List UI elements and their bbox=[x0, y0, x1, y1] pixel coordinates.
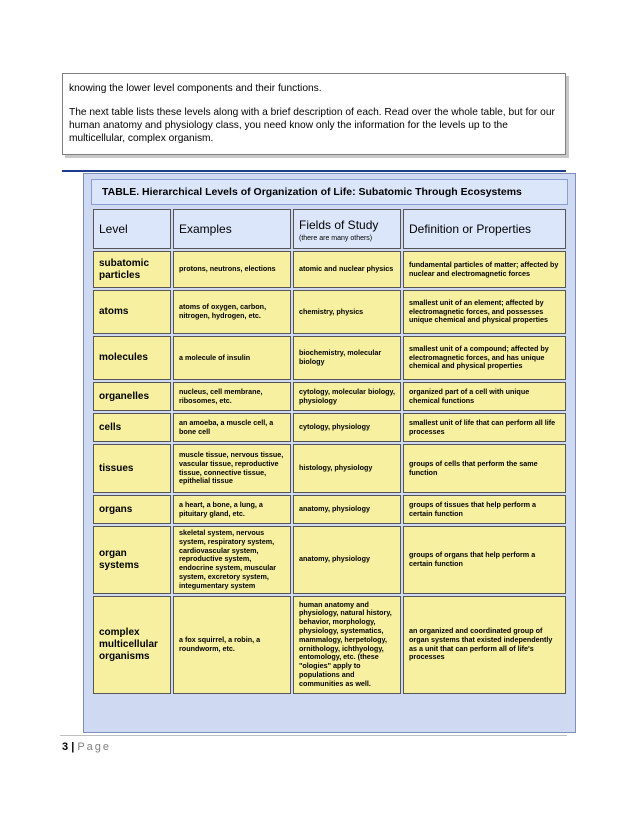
cell-definition: smallest unit of an element; affected by electromagnetic forces, and possesses unique chemical and physical properties bbox=[403, 290, 566, 334]
table-row bbox=[93, 444, 566, 493]
section-divider bbox=[62, 170, 566, 172]
levels-table-frame bbox=[83, 173, 576, 733]
cell-examples: nucleus, cell membrane, ribosomes, etc. bbox=[173, 382, 291, 411]
cell-level: tissues bbox=[93, 444, 171, 493]
cell-definition: smallest unit of life that can perform all life processes bbox=[403, 413, 566, 442]
cell-definition: groups of organs that help perform a certain function bbox=[403, 526, 566, 594]
cell-definition: groups of cells that perform the same function bbox=[403, 444, 566, 493]
cell-fields: anatomy, physiology bbox=[293, 526, 401, 594]
table-row bbox=[93, 336, 566, 380]
cell-level: organ systems bbox=[93, 526, 171, 594]
page-label: Page bbox=[77, 741, 112, 753]
cell-level: organs bbox=[93, 495, 171, 524]
table-row bbox=[93, 495, 566, 524]
page-footer bbox=[62, 741, 111, 753]
cell-examples: a heart, a bone, a lung, a pituitary gland, etc. bbox=[173, 495, 291, 524]
table-header-row bbox=[93, 209, 566, 249]
intro-text-box bbox=[62, 73, 566, 155]
footer-rule bbox=[60, 735, 567, 736]
cell-level: molecules bbox=[93, 336, 171, 380]
cell-fields: cytology, molecular biology, physiology bbox=[293, 382, 401, 411]
cell-definition: an organized and coordinated group of organ systems that existed independently as a unit that can perform all of life's processes bbox=[403, 596, 566, 694]
cell-level: subatomic particles bbox=[93, 251, 171, 288]
cell-fields: atomic and nuclear physics bbox=[293, 251, 401, 288]
table-caption: TABLE. Hierarchical Levels of Organization of Life: Subatomic Through Ecosystems bbox=[91, 179, 568, 205]
cell-level: organelles bbox=[93, 382, 171, 411]
page-separator: | bbox=[71, 741, 75, 753]
cell-fields: chemistry, physics bbox=[293, 290, 401, 334]
cell-fields: anatomy, physiology bbox=[293, 495, 401, 524]
cell-examples: atoms of oxygen, carbon, nitrogen, hydrogen, etc. bbox=[173, 290, 291, 334]
header-examples: Examples bbox=[173, 209, 291, 249]
cell-examples: an amoeba, a muscle cell, a bone cell bbox=[173, 413, 291, 442]
cell-definition: groups of tissues that help perform a certain function bbox=[403, 495, 566, 524]
cell-level: cells bbox=[93, 413, 171, 442]
cell-examples: a molecule of insulin bbox=[173, 336, 291, 380]
header-definition: Definition or Properties bbox=[403, 209, 566, 249]
cell-fields: cytology, physiology bbox=[293, 413, 401, 442]
table-row bbox=[93, 382, 566, 411]
header-level: Level bbox=[93, 209, 171, 249]
cell-fields: histology, physiology bbox=[293, 444, 401, 493]
table-row bbox=[93, 290, 566, 334]
cell-definition: fundamental particles of matter; affected by nuclear and electromagnetic forces bbox=[403, 251, 566, 288]
header-fields-note: (there are many others) bbox=[299, 235, 373, 242]
cell-level: atoms bbox=[93, 290, 171, 334]
levels-table bbox=[91, 207, 568, 696]
table-row bbox=[93, 251, 566, 288]
table-row bbox=[93, 596, 566, 694]
intro-line: knowing the lower level components and their functions. bbox=[69, 83, 322, 94]
cell-examples: protons, neutrons, elections bbox=[173, 251, 291, 288]
cell-level: complex multicellular organisms bbox=[93, 596, 171, 694]
page-number: 3 bbox=[62, 741, 69, 753]
cell-definition: organized part of a cell with unique chemical functions bbox=[403, 382, 566, 411]
intro-paragraph: The next table lists these levels along with a brief description of each. Read over the whole table, but for our human anatomy and physiology class, you need know only the information for the levels up to the multicellular, complex organism. bbox=[69, 107, 555, 144]
cell-examples: skeletal system, nervous system, respiratory system, cardiovascular system, reproductive system, endocrine system, muscular system, excretory system, integumentary system bbox=[173, 526, 291, 594]
table-row bbox=[93, 526, 566, 594]
cell-examples: a fox squirrel, a robin, a roundworm, etc. bbox=[173, 596, 291, 694]
table-row bbox=[93, 413, 566, 442]
cell-fields: human anatomy and physiology, natural history, behavior, morphology, physiology, systematics, mammalogy, herpetology, ornithology, ichthyology, entomology, etc. (these "ologies" apply to populations and communities as well. bbox=[293, 596, 401, 694]
cell-examples: muscle tissue, nervous tissue, vascular tissue, reproductive tissue, connective tissue, epithelial tissue bbox=[173, 444, 291, 493]
header-fields: Fields of Study (there are many others) bbox=[293, 209, 401, 249]
cell-definition: smallest unit of a compound; affected by electromagnetic forces, and has unique chemical and physical properties bbox=[403, 336, 566, 380]
cell-fields: biochemistry, molecular biology bbox=[293, 336, 401, 380]
